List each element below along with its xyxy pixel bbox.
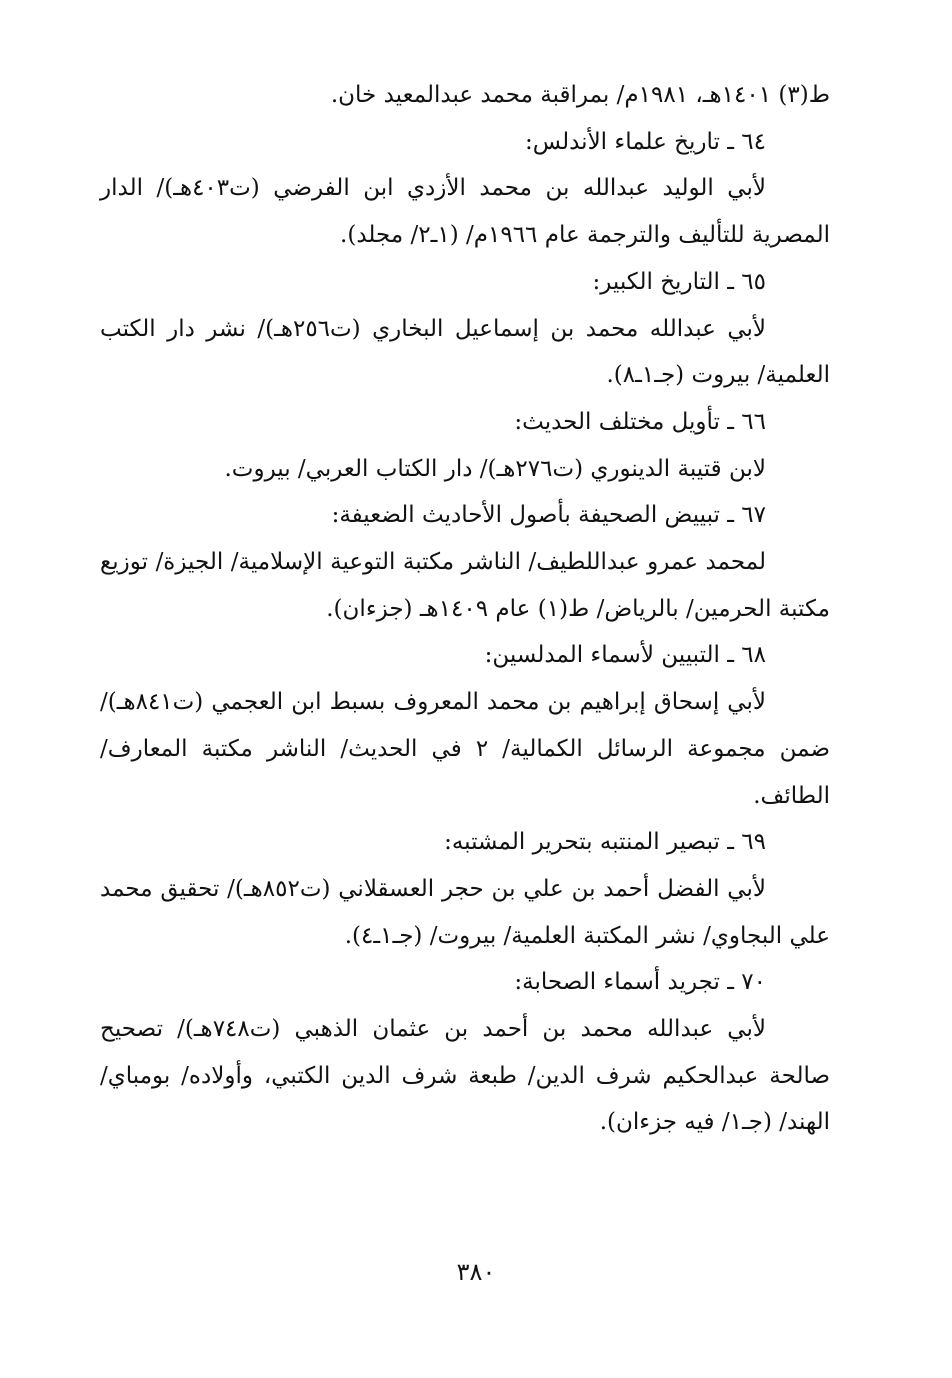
entry-details-65: لأبي عبدالله محمد بن إسماعيل البخاري (ت٢٥٦هـ)/ نشر دار الكتب العلمية/ بيروت (جـ١ـ٨). xyxy=(100,315,830,389)
entry-title-68: ٦٨ ـ التبيين لأسماء المدلسين: xyxy=(484,642,766,669)
bibliography-list xyxy=(100,72,830,1146)
entry-title-66: ٦٦ ـ تأويل مختلف الحديث: xyxy=(514,408,766,435)
page-number: ٣٨٠ xyxy=(456,1258,496,1286)
entry-details-66: لابن قتيبة الدينوري (ت٢٧٦هـ)/ دار الكتاب العربي/ بيروت. xyxy=(224,455,766,482)
entry-details-68: لأبي إسحاق إبراهيم بن محمد المعروف بسبط ابن العجمي (ت٨٤١هـ)/ ضمن مجموعة الرسائل الكمالية/ ٢ في الحديث/ الناشر مكتبة المعارف/ الطائف. xyxy=(100,689,830,809)
entry-details-70: لأبي عبدالله محمد بن أحمد بن عثمان الذهبي (ت٧٤٨هـ)/ تصحيح صالحة عبدالحكيم شرف الدين/ طبعة شرف الدين الكتبي، وأولاده/ بومباي/ الهند/ (جـ١/ فيه جزءان). xyxy=(100,1016,830,1136)
entry-title-65: ٦٥ ـ التاريخ الكبير: xyxy=(592,268,766,295)
entry-details-67: لمحمد عمرو عبداللطيف/ الناشر مكتبة التوعية الإسلامية/ الجيزة/ توزيع مكتبة الحرمين/ بالرياض/ ط(١) عام ١٤٠٩هـ (جزءان). xyxy=(100,549,830,622)
entry-details-69: لأبي الفضل أحمد بن علي بن حجر العسقلاني (ت٨٥٢هـ)/ تحقيق محمد علي البجاوي/ نشر المكتبة العلمية/ بيروت/ (جـ١ـ٤). xyxy=(100,875,830,949)
entry-title-69: ٦٩ ـ تبصير المنتبه بتحرير المشتبه: xyxy=(444,829,766,856)
entry-continuation: ط(٣) ١٤٠١هـ، ١٩٨١م/ بمراقبة محمد عبدالمعيد خان. xyxy=(330,82,830,108)
entry-details-64: لأبي الوليد عبدالله بن محمد الأزدي ابن الفرضي (ت٤٠٣هـ)/ الدار المصرية للتأليف والترجمة عام ١٩٦٦م/ (١ـ٢/ مجلد). xyxy=(100,175,830,249)
entry-title-70: ٧٠ ـ تجريد أسماء الصحابة: xyxy=(514,969,766,996)
entry-title-64: ٦٤ ـ تاريخ علماء الأندلس: xyxy=(525,128,766,155)
entry-title-67: ٦٧ ـ تبييض الصحيفة بأصول الأحاديث الضعيفة: xyxy=(331,502,766,529)
